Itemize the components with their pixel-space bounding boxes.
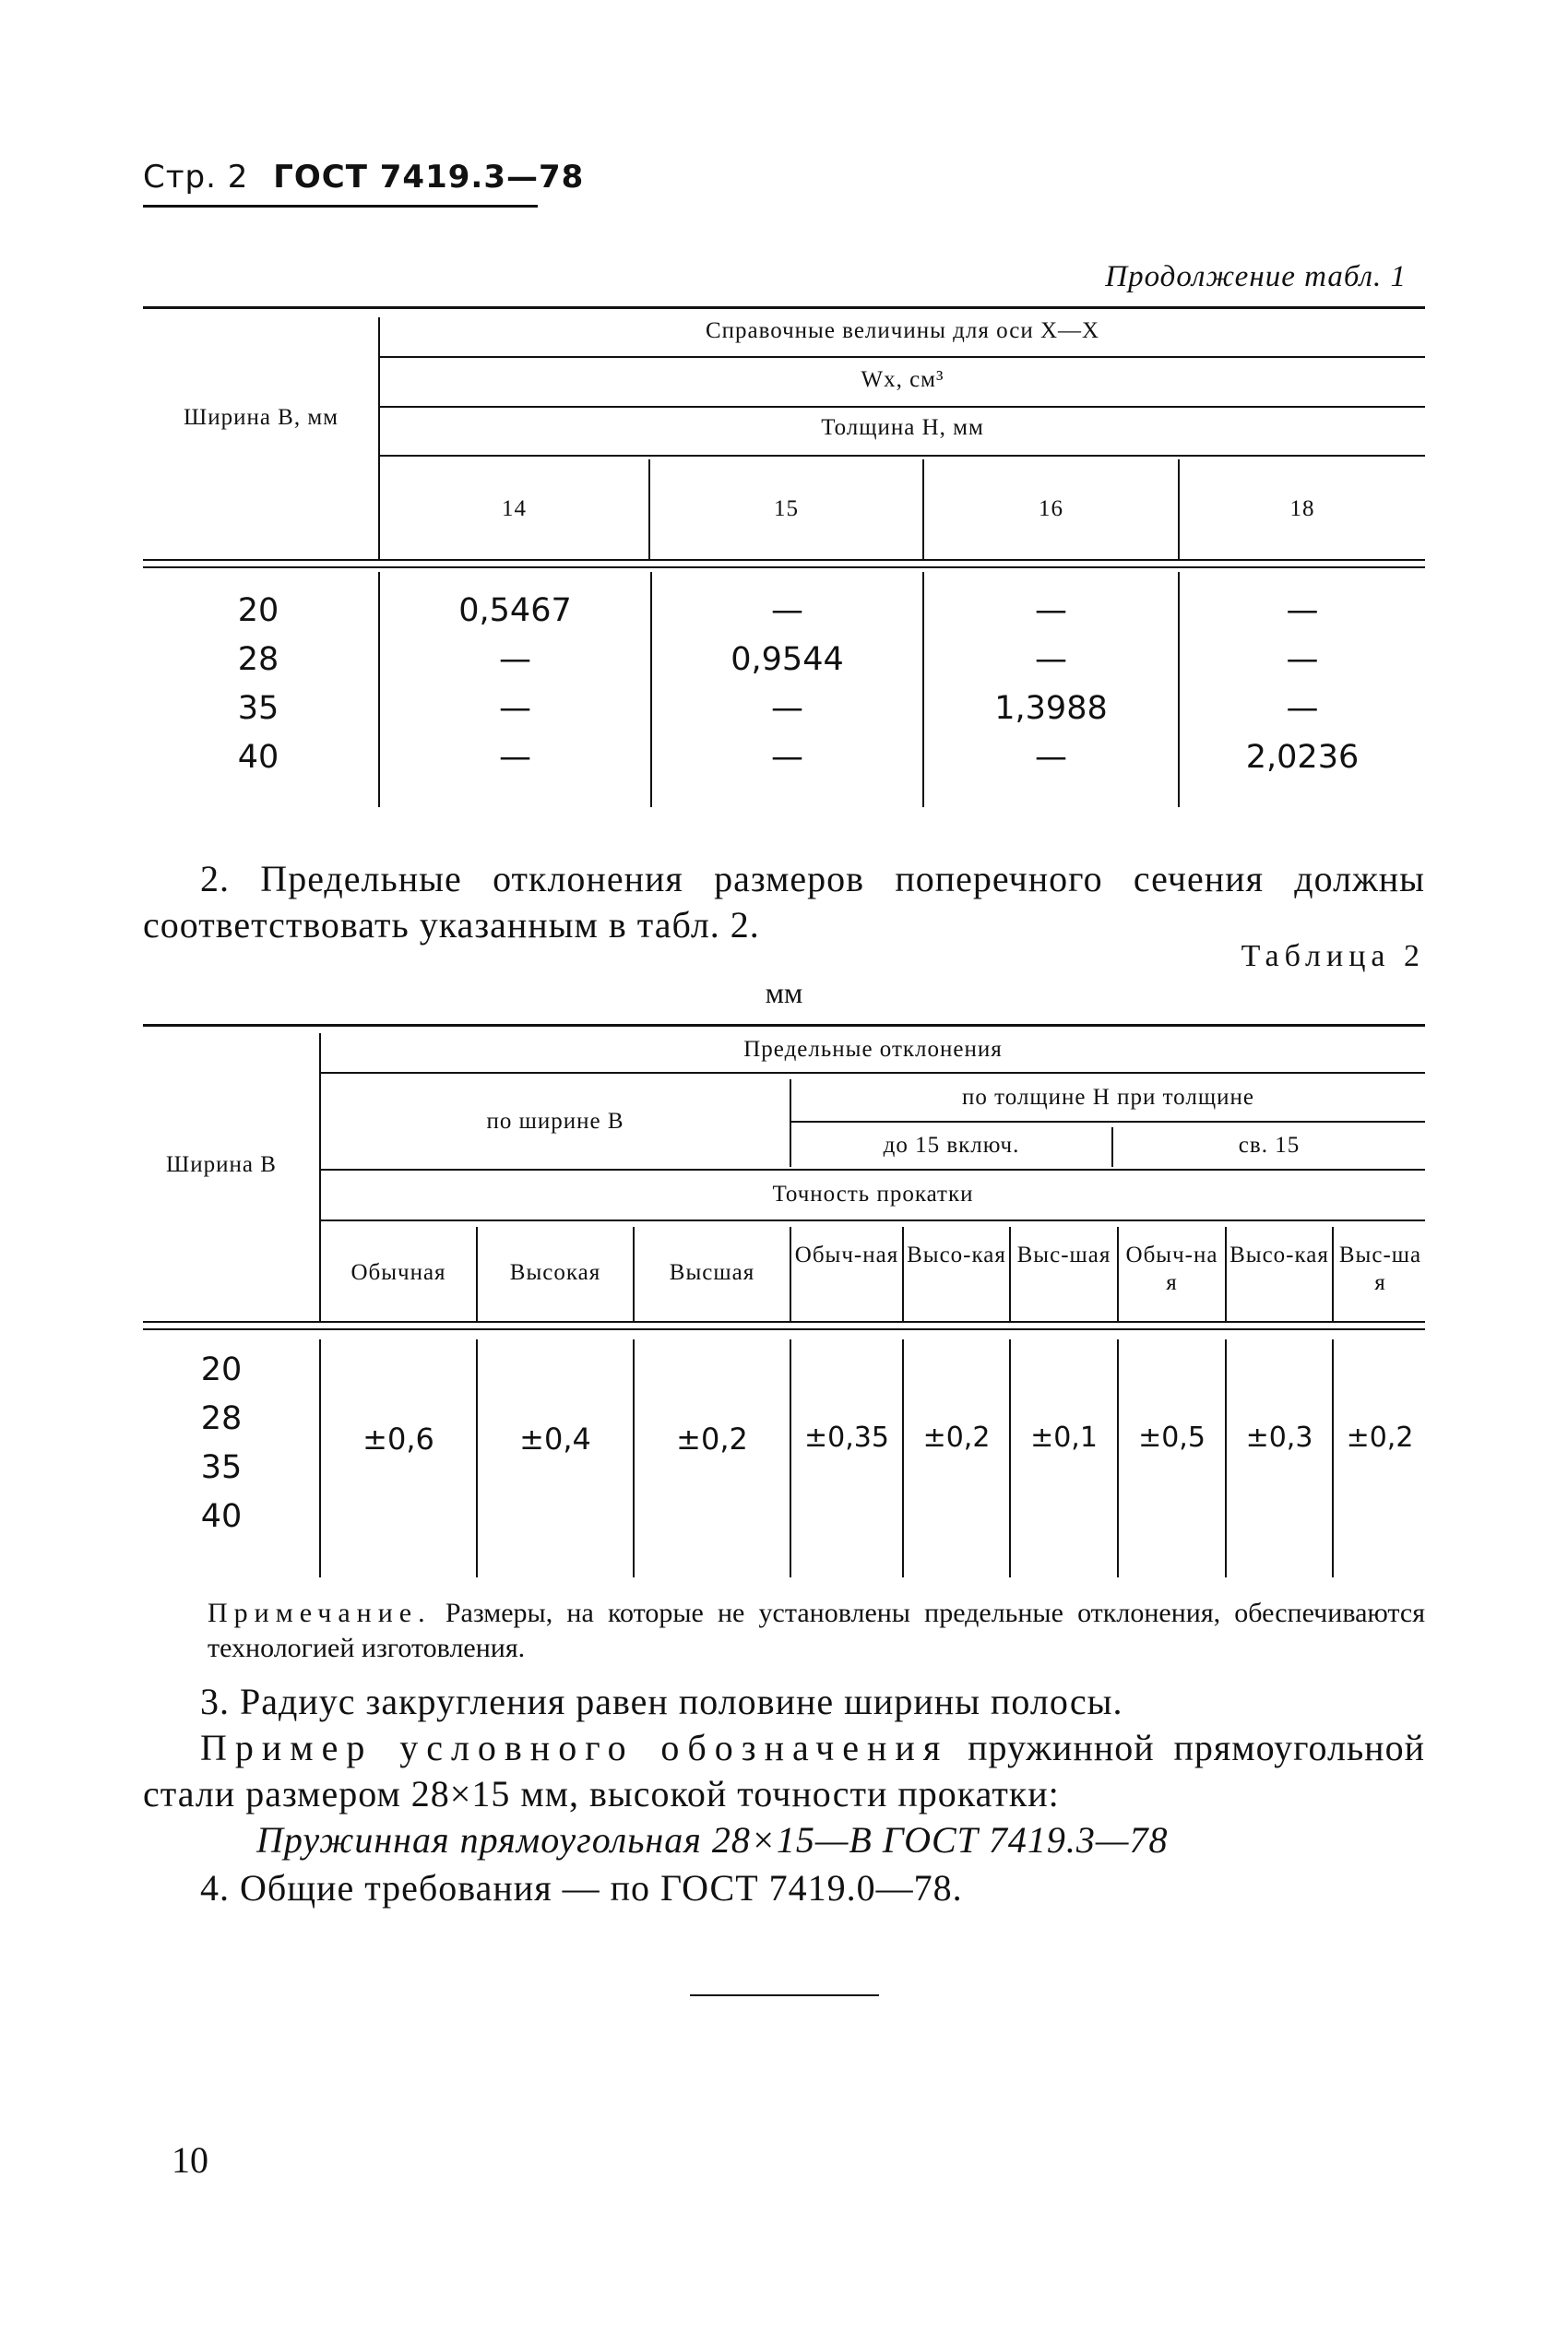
header-rule: [143, 205, 538, 208]
table2-note: [208, 1596, 1425, 1666]
table2-caption: Таблица 2: [1241, 939, 1425, 973]
table1-cell: 1,3988: [994, 690, 1108, 727]
paragraph-3: 3. Радиус закругления равен половине ширины полосы.: [200, 1681, 1123, 1722]
example-label: Пример условного обозначения: [200, 1727, 949, 1768]
table2-col-rule: [319, 1339, 321, 1577]
table2-col-rule: [902, 1339, 904, 1577]
table1-cell: —: [1035, 592, 1067, 629]
table2-rule: [321, 1169, 1425, 1171]
table1-group-header: Справочные величины для оси X—X: [705, 318, 1100, 343]
table2-col-header: Обычная: [350, 1260, 446, 1285]
table2-value: ±0,6: [362, 1422, 434, 1457]
table2-width-cell: 35: [200, 1449, 243, 1486]
table2-col-header: Высшая: [669, 1260, 755, 1285]
table1-cell: —: [1035, 641, 1067, 678]
table2-col-header: Выс-шая: [1338, 1243, 1422, 1295]
table2-group-header: Предельные отклонения: [743, 1037, 1003, 1062]
table1-sub-header: Wx, см³: [861, 367, 944, 392]
page-number: 10: [172, 2139, 208, 2181]
table1-cell: 2,0236: [1245, 739, 1360, 776]
table2-col-header: Обыч-ная: [1125, 1243, 1218, 1295]
note-label: Примечание.: [208, 1598, 432, 1628]
table2-value: ±0,35: [804, 1422, 889, 1454]
table1-rule: [380, 356, 1425, 358]
table1-thickness-header: Толщина H, мм: [821, 415, 984, 440]
table2-by-width: по ширине B: [486, 1109, 624, 1134]
table1-cell: —: [499, 690, 531, 727]
table2-rule: [791, 1121, 1425, 1123]
table2-header-rule: [143, 1328, 1425, 1330]
running-header: [143, 159, 584, 196]
table2-value: ±0,2: [922, 1422, 991, 1454]
table1-cell: —: [771, 690, 803, 727]
table2-value: ±0,4: [519, 1422, 591, 1457]
table2-width-cell: 40: [200, 1498, 243, 1535]
table1-cell: —: [1286, 592, 1319, 629]
table1-top-rule: [143, 306, 1425, 309]
table1-cell: —: [499, 641, 531, 678]
note-text: Размеры, на которые не установлены предельные отклонения, обеспечиваются технологией изготовления.: [208, 1598, 1426, 1663]
table2-col-rule: [790, 1227, 791, 1321]
table2-value: ±0,2: [676, 1422, 748, 1457]
table2-col-rule: [1117, 1339, 1119, 1577]
table1-header-rule: [143, 559, 1425, 561]
table2-value: ±0,1: [1030, 1422, 1098, 1454]
table2-col-rule: [902, 1227, 904, 1321]
table2-by-thickness: по толщине H при толщине: [962, 1085, 1254, 1110]
table1-col-header: 18: [1289, 496, 1315, 521]
table2-upto15: до 15 включ.: [883, 1133, 1020, 1158]
table1-cell: 0,9544: [731, 641, 844, 678]
table2-col-rule: [790, 1339, 791, 1577]
table2-col-header: Высо-кая: [1229, 1243, 1329, 1267]
table2-col-rule: [1117, 1227, 1119, 1321]
table1-cell: —: [1035, 739, 1067, 776]
table1-cell: —: [1286, 641, 1319, 678]
table2-header-rule: [143, 1321, 1425, 1323]
table1-cell: —: [771, 592, 803, 629]
paragraph-2: 2. Предельные отклонения размеров поперечного сечения должны соответствовать указанным в табл. 2.: [143, 858, 1425, 946]
table1-width-cell: 20: [237, 592, 279, 629]
page-label: Стр. 2: [143, 159, 249, 196]
table1-width-cell: 28: [237, 641, 279, 678]
table1-cell: —: [499, 739, 531, 776]
table2-col-header: Высокая: [509, 1260, 601, 1285]
example-paragraph: [143, 1725, 1425, 1817]
table2-unit: мм: [765, 976, 803, 1009]
table2-col-rule: [1332, 1227, 1334, 1321]
table2-col-rule: [633, 1339, 635, 1577]
table2-value: ±0,2: [1346, 1422, 1414, 1454]
table2-top-rule: [143, 1024, 1425, 1027]
table1-width-cell: 40: [237, 739, 279, 776]
example-designation: Пружинная прямоугольная 28×15—B ГОСТ 7419.3—78: [256, 1819, 1169, 1861]
table1-width-cell: 35: [237, 690, 279, 727]
table1-header-rule: [143, 566, 1425, 568]
table2-rule: [321, 1220, 1425, 1221]
table1-col-header: 16: [1039, 496, 1063, 521]
paragraph-4: 4. Общие требования — по ГОСТ 7419.0—78.: [200, 1867, 963, 1909]
table2-col-header: Выс-шая: [1016, 1243, 1111, 1267]
table1-continuation: Продолжение табл. 1: [1105, 260, 1407, 293]
standard-number: ГОСТ 7419.3—78: [273, 159, 585, 196]
table2-col-header: Высо-кая: [907, 1243, 1006, 1267]
table2-col-rule: [476, 1339, 478, 1577]
table2-col-rule: [1009, 1227, 1011, 1321]
table2-col-rule: [1009, 1339, 1011, 1577]
table2-width-cell: 28: [200, 1400, 243, 1437]
table1-rule: [380, 455, 1425, 457]
table1-row-header: Ширина B, мм: [183, 405, 339, 430]
table1-cell: —: [1286, 690, 1319, 727]
footer-rule: [690, 1994, 879, 1996]
table2-over15: св. 15: [1238, 1133, 1301, 1158]
table2-row-header: Ширина B: [166, 1152, 277, 1177]
table2-col-header: Обыч-ная: [794, 1243, 899, 1267]
table1-col-header: 14: [502, 496, 527, 521]
table2-col-rule: [1225, 1227, 1227, 1321]
table2-precision: Точность прокатки: [772, 1182, 974, 1207]
table2-width-cell: 20: [200, 1351, 243, 1388]
table2-value: ±0,3: [1245, 1422, 1313, 1454]
table2-col-rule: [1332, 1339, 1334, 1577]
example-text: пружинной прямоугольной стали размером 28×15 мм, высокой точности прокатки:: [143, 1727, 1425, 1814]
table2-value: ±0,5: [1138, 1422, 1206, 1454]
table2-rule: [321, 1072, 1425, 1074]
table1-cell: —: [771, 739, 803, 776]
table1-col-header: 15: [774, 496, 799, 521]
table1-cell: 0,5467: [458, 592, 572, 629]
table1-rule: [380, 406, 1425, 408]
table2-col-rule: [1225, 1339, 1227, 1577]
